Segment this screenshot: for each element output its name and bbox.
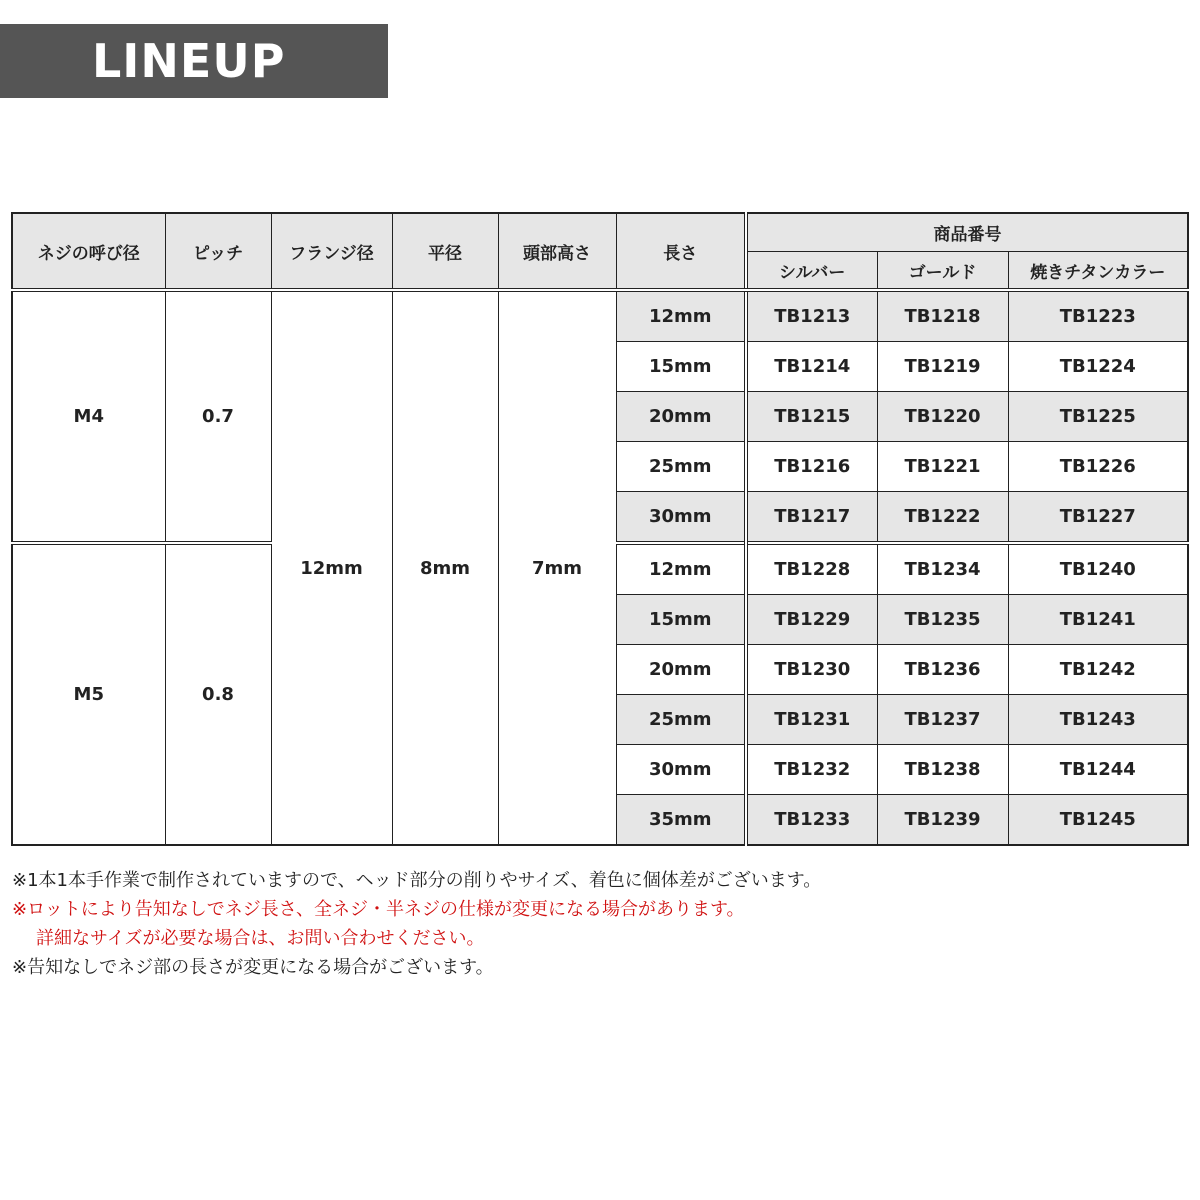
header-pitch: ピッチ	[165, 213, 271, 290]
burnt-cell: TB1225	[1008, 392, 1188, 442]
head-height-cell: 7mm	[498, 290, 616, 845]
header-width: 平径	[392, 213, 498, 290]
length-cell: 30mm	[616, 745, 746, 795]
pitch-cell: 0.7	[165, 290, 271, 543]
gold-cell: TB1220	[877, 392, 1008, 442]
silver-cell: TB1229	[746, 595, 877, 645]
header-product-no: 商品番号	[746, 213, 1188, 252]
lineup-table	[11, 212, 1189, 846]
header-head-height: 頭部高さ	[498, 213, 616, 290]
silver-cell: TB1216	[746, 442, 877, 492]
burnt-cell: TB1243	[1008, 695, 1188, 745]
flange-cell: 12mm	[271, 290, 392, 845]
length-cell: 15mm	[616, 595, 746, 645]
length-cell: 25mm	[616, 695, 746, 745]
burnt-cell: TB1226	[1008, 442, 1188, 492]
gold-cell: TB1239	[877, 795, 1008, 846]
notes-block	[12, 866, 1188, 982]
burnt-cell: TB1227	[1008, 492, 1188, 544]
silver-cell: TB1230	[746, 645, 877, 695]
gold-cell: TB1238	[877, 745, 1008, 795]
silver-cell: TB1214	[746, 342, 877, 392]
gold-cell: TB1222	[877, 492, 1008, 544]
burnt-cell: TB1242	[1008, 645, 1188, 695]
gold-cell: TB1218	[877, 290, 1008, 342]
burnt-cell: TB1223	[1008, 290, 1188, 342]
burnt-cell: TB1224	[1008, 342, 1188, 392]
note-contact: 詳細なサイズが必要な場合は、お問い合わせください。	[36, 928, 485, 949]
header-gold: ゴールド	[877, 252, 1008, 291]
gold-cell: TB1219	[877, 342, 1008, 392]
silver-cell: TB1232	[746, 745, 877, 795]
gold-cell: TB1221	[877, 442, 1008, 492]
thread-cell: M5	[12, 543, 165, 845]
header-silver: シルバー	[746, 252, 877, 291]
header-burnt: 焼きチタンカラー	[1008, 252, 1188, 291]
pitch-cell: 0.8	[165, 543, 271, 845]
gold-cell: TB1237	[877, 695, 1008, 745]
silver-cell: TB1215	[746, 392, 877, 442]
burnt-cell: TB1244	[1008, 745, 1188, 795]
burnt-cell: TB1245	[1008, 795, 1188, 846]
length-cell: 12mm	[616, 543, 746, 595]
length-cell: 25mm	[616, 442, 746, 492]
silver-cell: TB1213	[746, 290, 877, 342]
length-cell: 30mm	[616, 492, 746, 544]
length-cell: 15mm	[616, 342, 746, 392]
note-lot-change: ※ロットにより告知なしでネジ長さ、全ネジ・半ネジの仕様が変更になる場合があります。	[12, 899, 745, 920]
burnt-cell: TB1240	[1008, 543, 1188, 595]
silver-cell: TB1233	[746, 795, 877, 846]
header-length: 長さ	[616, 213, 746, 290]
length-cell: 20mm	[616, 392, 746, 442]
silver-cell: TB1231	[746, 695, 877, 745]
note-thread-length: ※告知なしでネジ部の長さが変更になる場合がございます。	[12, 957, 494, 978]
header-flange: フランジ径	[271, 213, 392, 290]
gold-cell: TB1234	[877, 543, 1008, 595]
header-thread: ネジの呼び径	[12, 213, 165, 290]
length-cell: 20mm	[616, 645, 746, 695]
thread-cell: M4	[12, 290, 165, 543]
width-cell: 8mm	[392, 290, 498, 845]
burnt-cell: TB1241	[1008, 595, 1188, 645]
gold-cell: TB1236	[877, 645, 1008, 695]
note-handmade: ※1本1本手作業で制作されていますので、ヘッド部分の削りやサイズ、着色に個体差がございます。	[12, 870, 822, 891]
silver-cell: TB1217	[746, 492, 877, 544]
length-cell: 12mm	[616, 290, 746, 342]
length-cell: 35mm	[616, 795, 746, 846]
lineup-title: LINEUP	[92, 34, 286, 88]
silver-cell: TB1228	[746, 543, 877, 595]
gold-cell: TB1235	[877, 595, 1008, 645]
